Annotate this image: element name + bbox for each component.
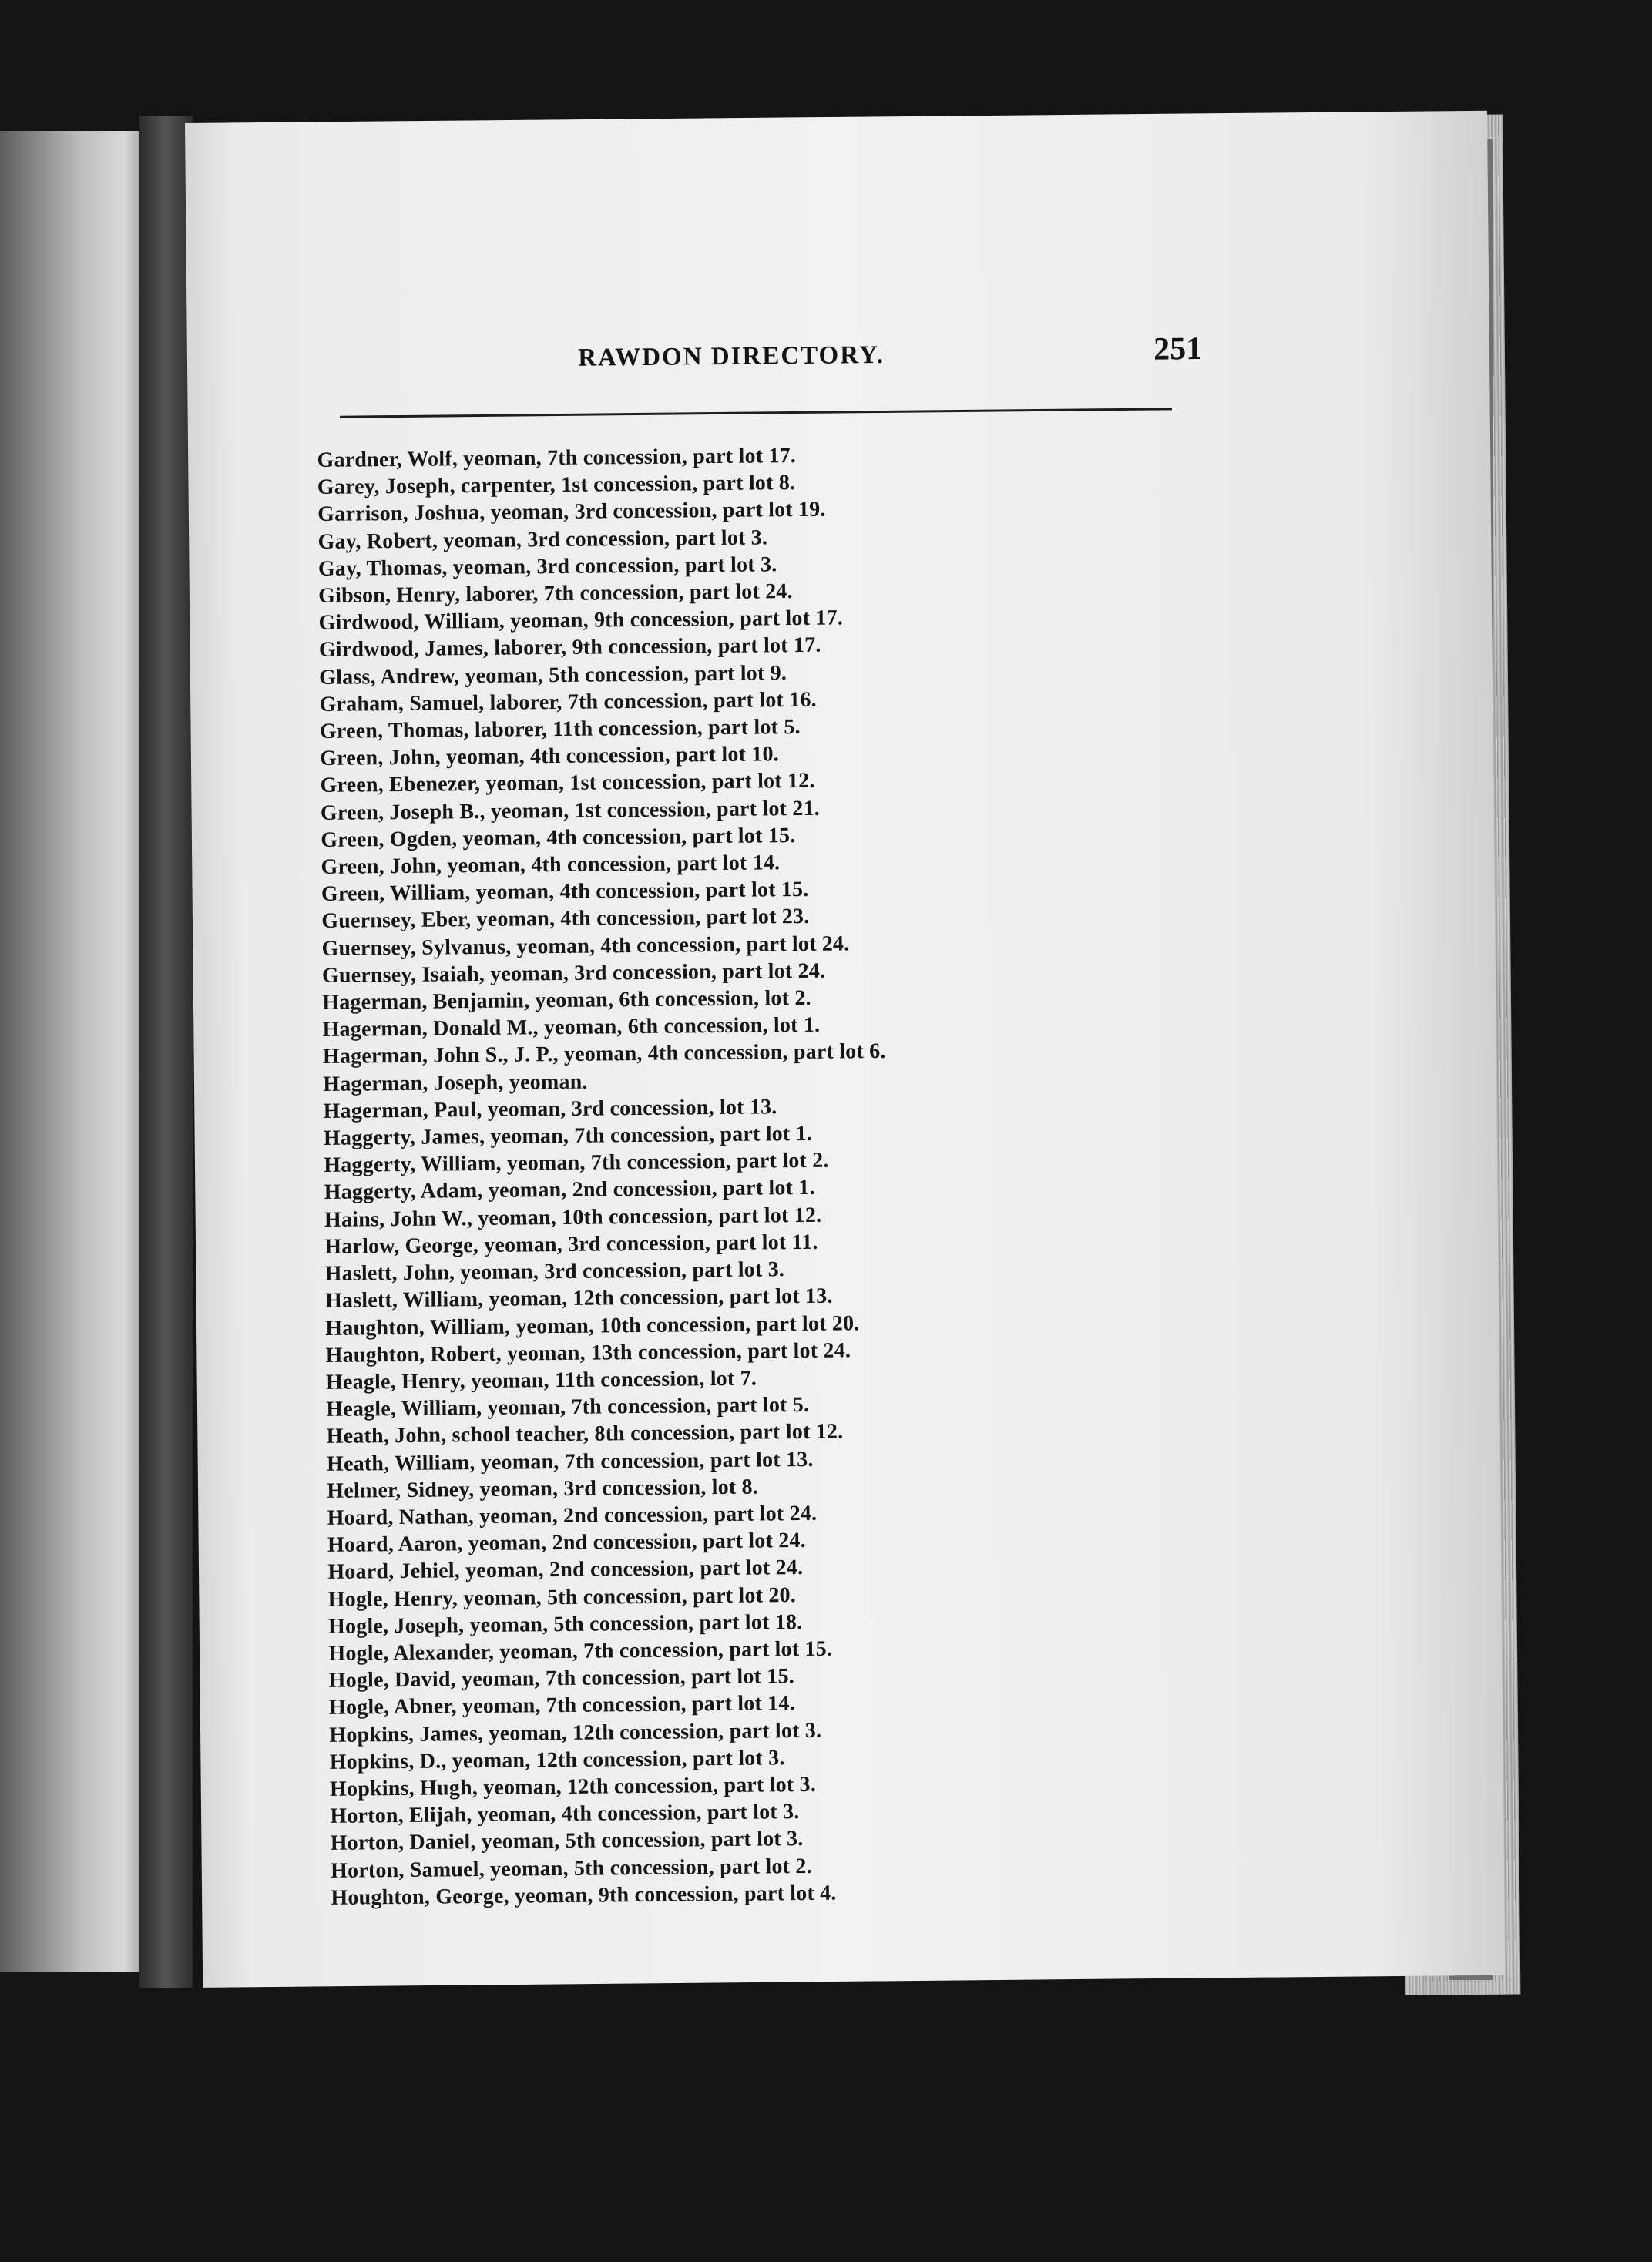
directory-entry: Hogle, David, yeoman, 7th concession, part lot 15. xyxy=(328,1664,795,1693)
running-head: RAWDON DIRECTORY. xyxy=(578,341,885,372)
directory-entry: Hagerman, John S., J. P., yeoman, 4th concession, part lot 6. xyxy=(322,1039,886,1069)
directory-entry: Green, William, yeoman, 4th concession, part lot 15. xyxy=(321,878,809,907)
directory-entry: Glass, Andrew, yeoman, 5th concession, part lot 9. xyxy=(319,660,787,690)
directory-entry: Hagerman, Benjamin, yeoman, 6th concession, lot 2. xyxy=(322,985,811,1015)
directory-entry: Haslett, John, yeoman, 3rd concession, part lot 3. xyxy=(324,1257,785,1287)
directory-entry: Haggerty, William, yeoman, 7th concession, part lot 2. xyxy=(324,1148,829,1178)
directory-entry: Garey, Joseph, carpenter, 1st concession, part lot 8. xyxy=(317,471,796,500)
book-gutter xyxy=(139,116,193,1988)
directory-entry: Hagerman, Paul, yeoman, 3rd concession, lot 13. xyxy=(323,1095,777,1123)
directory-entry: Haslett, William, yeoman, 12th concession, part lot 13. xyxy=(324,1284,833,1314)
directory-entry: Green, Thomas, laborer, 11th concession, part lot 5. xyxy=(319,715,801,744)
directory-entry: Hogle, Alexander, yeoman, 7th concession, part lot 15. xyxy=(328,1636,833,1666)
page-number: 251 xyxy=(1153,331,1203,367)
directory-entry: Hoard, Aaron, yeoman, 2nd concession, part lot 24. xyxy=(327,1529,807,1558)
directory-entry: Hopkins, James, yeoman, 12th concession, part lot 3. xyxy=(329,1718,822,1747)
directory-entry: Hopkins, Hugh, yeoman, 12th concession, part lot 3. xyxy=(329,1772,817,1801)
directory-entries xyxy=(317,441,894,1911)
directory-entry: Graham, Samuel, laborer, 7th concession, part lot 16. xyxy=(319,687,817,717)
directory-entry: Green, Ogden, yeoman, 4th concession, part lot 15. xyxy=(321,823,796,852)
page-content xyxy=(316,331,1203,1910)
directory-entry: Guernsey, Isaiah, yeoman, 3rd concession, part lot 24. xyxy=(321,958,826,988)
directory-entry: Hoard, Nathan, yeoman, 2nd concession, part lot 24. xyxy=(327,1501,818,1530)
directory-entry: Green, John, yeoman, 4th concession, part lot 14. xyxy=(321,851,781,880)
directory-entry: Green, Joseph B., yeoman, 1st concession, part lot 21. xyxy=(320,796,821,825)
directory-entry: Harlow, George, yeoman, 3rd concession, part lot 11. xyxy=(324,1230,818,1259)
directory-entry: Gibson, Henry, laborer, 7th concession, part lot 24. xyxy=(318,579,793,608)
directory-entry: Hoard, Jehiel, yeoman, 2nd concession, part lot 24. xyxy=(327,1556,804,1585)
directory-entry: Horton, Elijah, yeoman, 4th concession, part lot 3. xyxy=(330,1800,800,1829)
directory-entry: Haggerty, James, yeoman, 7th concession, part lot 1. xyxy=(323,1121,813,1151)
directory-entry: Haggerty, Adam, yeoman, 2nd concession, part lot 1. xyxy=(324,1176,815,1205)
directory-entry: Hains, John W., yeoman, 10th concession, part lot 12. xyxy=(324,1203,822,1232)
directory-entry: Horton, Samuel, yeoman, 5th concession, part lot 2. xyxy=(330,1854,812,1883)
directory-entry: Hogle, Henry, yeoman, 5th concession, part lot 20. xyxy=(327,1582,797,1612)
facing-page-edge xyxy=(0,131,146,1972)
directory-entry: Gay, Thomas, yeoman, 3rd concession, part lot 3. xyxy=(317,552,777,581)
directory-entry: Gardner, Wolf, yeoman, 7th concession, part lot 17. xyxy=(317,444,797,472)
directory-entry: Haughton, William, yeoman, 10th concession, part lot 20. xyxy=(325,1311,860,1341)
directory-entry: Heath, John, school teacher, 8th concession, part lot 12. xyxy=(326,1419,844,1449)
directory-entry: Guernsey, Eber, yeoman, 4th concession, part lot 23. xyxy=(321,904,810,934)
directory-entry: Girdwood, James, laborer, 9th concession, part lot 17. xyxy=(318,633,821,663)
directory-entry: Heagle, Henry, yeoman, 11th concession, lot 7. xyxy=(325,1366,757,1394)
directory-entry: Girdwood, William, yeoman, 9th concession, part lot 17. xyxy=(318,606,844,636)
directory-entry: Green, John, yeoman, 4th concession, part lot 10. xyxy=(320,742,780,771)
directory-entry: Hogle, Abner, yeoman, 7th concession, part lot 14. xyxy=(328,1691,795,1720)
directory-entry: Green, Ebenezer, yeoman, 1st concession, part lot 12. xyxy=(320,769,815,798)
directory-entry: Garrison, Joshua, yeoman, 3rd concession, part lot 19. xyxy=(317,498,826,527)
directory-entry: Gay, Robert, yeoman, 3rd concession, part lot 3. xyxy=(317,525,768,554)
directory-entry: Haughton, Robert, yeoman, 13th concession, part lot 24. xyxy=(325,1338,851,1368)
page-header xyxy=(316,331,1203,393)
directory-entry: Hagerman, Joseph, yeoman. xyxy=(323,1069,588,1096)
directory-entry: Hogle, Joseph, yeoman, 5th concession, part lot 18. xyxy=(327,1609,803,1639)
directory-entry: Helmer, Sidney, yeoman, 3rd concession, lot 8. xyxy=(327,1475,759,1503)
directory-entry: Horton, Daniel, yeoman, 5th concession, part lot 3. xyxy=(330,1827,804,1856)
directory-entry: Heath, William, yeoman, 7th concession, part lot 13. xyxy=(326,1447,814,1476)
directory-entry: Guernsey, Sylvanus, yeoman, 4th concession, part lot 24. xyxy=(321,931,850,961)
directory-entry: Hopkins, D., yeoman, 12th concession, part lot 3. xyxy=(329,1745,785,1774)
directory-entry: Houghton, George, yeoman, 9th concession, part lot 4. xyxy=(331,1881,837,1910)
directory-entry: Hagerman, Donald M., yeoman, 6th concession, lot 1. xyxy=(322,1013,821,1042)
directory-entry: Heagle, William, yeoman, 7th concession, part lot 5. xyxy=(326,1393,810,1422)
